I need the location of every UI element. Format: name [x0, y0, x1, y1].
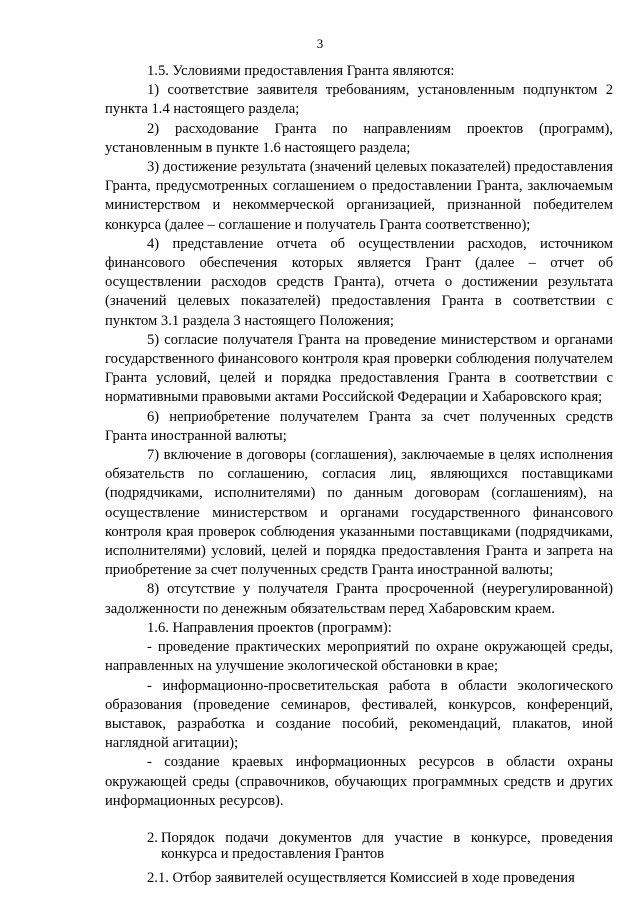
condition-item-6: 6) неприобретение получателем Гранта за счет полученных средств Гранта иностранной валюты; — [105, 408, 613, 444]
paragraph-1-6-heading: 1.6. Направления проектов (программ): — [147, 619, 392, 636]
condition-item-7: 7) включение в договоры (соглашения), заключаемые в целях исполнения обязательств по соглашению, согласия лиц, являющихся поставщиками (подрядчиками, исполнителями) по данным договорам (соглашениям), на осуществление министерством и органами государственного финансового контроля края проверок соблюдения указанными поставщиками (подрядчиками, исполнителями) условий, целей и порядка предоставления Гранта и запрета на приобретение за счет полученных средств Гранта иностранной валюты; — [105, 447, 613, 579]
condition-item-3: 3) достижение результата (значений целевых показателей) предоставления Гранта, предусмотренных соглашением о предоставлении Гранта, заключаемым министерством и некоммерческой организацией, признанной победителем конкурса (далее – соглашение и получатель Гранта соответственно); — [105, 159, 613, 233]
condition-item-5: 5) согласие получателя Гранта на проведение министерством и органами государственного финансового контроля края проверки соблюдения получателем Гранта условий, целей и порядка предоставления Гранта в соответствии с нормативными правовыми актами Российской Федерации и Хабаровского края; — [105, 331, 613, 406]
section-2-heading — [105, 830, 613, 862]
condition-item-1: 1) соответствие заявителя требованиям, установленным подпунктом 2 пункта 1.4 настоящего раздела; — [105, 82, 613, 118]
section-2-number: 2. — [147, 829, 158, 846]
direction-item-2: - информационно-просветительская работа в области экологического образования (проведение семинаров, фестивалей, конкурсов, конференций, выставок, разработка и создание пособий, рекомендаций, плакатов, иной наглядной агитации); — [105, 677, 613, 752]
condition-item-8: 8) отсутствие у получателя Гранта просроченной (неурегулированной) задолженности по денежным обязательствам перед Хабаровским краем. — [105, 581, 613, 617]
condition-item-4: 4) представление отчета об осуществлении расходов, источником финансового обеспечения которых является Грант (далее – отчет об осуществлении расходов средств Гранта), отчета о достижении результата (значений целевых показателей) предоставления Гранта в соответствии с пунктом 3.1 раздела 3 настоящего Положения; — [105, 235, 613, 329]
document-body — [105, 62, 613, 888]
paragraph-2-1: 2.1. Отбор заявителей осуществляется Комиссией в ходе проведения — [147, 869, 575, 886]
paragraph-1-5-heading: 1.5. Условиями предоставления Гранта являются: — [147, 63, 455, 79]
condition-item-2: 2) расходование Гранта по направлениям проектов (программ), установленным в пункте 1.6 настоящего раздела; — [105, 120, 613, 156]
direction-item-3: - создание краевых информационных ресурсов в области охраны окружающей среды (справочников, обучающих программных средств и других информационных ресурсов). — [105, 754, 613, 809]
page-number: 3 — [316, 36, 324, 51]
section-2-title: Порядок подачи документов для участие в конкурсе, проведения конкурса и предоставления Грантов — [161, 829, 613, 862]
direction-item-1: - проведение практических мероприятий по охране окружающей среды, направленных на улучшение экологической обстановки в крае; — [105, 639, 613, 675]
